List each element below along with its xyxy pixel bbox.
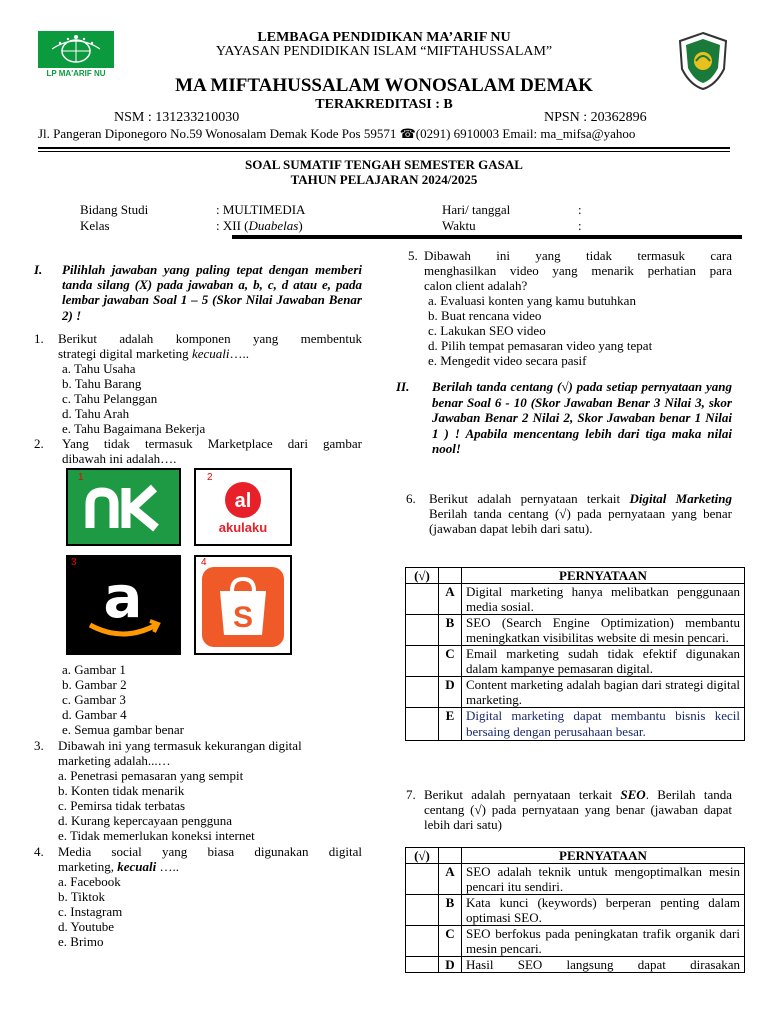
image-4-number: 4: [201, 557, 207, 568]
exam-title: SOAL SUMATIF TENGAH SEMESTER GASAL: [245, 157, 523, 172]
row-statement: SEO adalah teknik untuk mengoptimalkan mesin pencari itu sendiri.: [462, 864, 745, 895]
header-rule-thin: [38, 151, 730, 152]
q3-option-d: d. Kurang kepercayaan pengguna: [58, 813, 232, 828]
q4-text-line1: Media social yang biasa digunakan digital: [58, 844, 362, 859]
check-cell[interactable]: [406, 615, 439, 646]
amazon-logo-icon: [68, 557, 179, 653]
svg-text:al: al: [234, 490, 252, 512]
q3-number: 3.: [34, 738, 44, 753]
row-statement: Content marketing adalah bagian dari strategi digital marketing.: [462, 677, 745, 708]
q6-number: 6.: [406, 491, 416, 506]
org-name: LEMBAGA PENDIDIKAN MA’ARIF NU: [257, 30, 511, 45]
svg-text:S: S: [232, 601, 254, 634]
svg-text:a: a: [103, 563, 143, 631]
q1-option-e: e. Tahu Bagaimana Bekerja: [62, 421, 206, 436]
q3-text-line2: marketing adalah...…: [58, 753, 171, 768]
q4-option-e: e. Brimo: [58, 934, 104, 949]
q3-text-line1: Dibawah ini yang termasuk kekurangan digital: [58, 738, 302, 753]
key-header: [439, 568, 462, 584]
q4-option-a: a. Facebook: [58, 874, 121, 889]
q2-text-line1: Yang tidak termasuk Marketplace dari gambar: [62, 436, 362, 451]
q5-text-line1: Dibawah ini yang tidak termasuk cara: [424, 248, 732, 263]
row-statement: Kata kunci (keywords) berperan penting dalam optimasi SEO.: [462, 895, 745, 926]
q4-text-line2: marketing, kecuali …..: [58, 859, 179, 874]
row-key: C: [439, 926, 462, 957]
table-row: [406, 615, 745, 646]
row-statement: Digital marketing dapat membantu bisnis kecil bersaing dengan perusahaan besar.: [462, 708, 745, 741]
day-label: Hari/ tanggal: [442, 202, 511, 217]
q1-text-line2: strategi digital marketing kecuali…..: [58, 346, 249, 361]
time-label: Waktu: [442, 218, 476, 233]
table-header-row: [406, 848, 745, 864]
accreditation: TERAKREDITASI : B: [315, 97, 453, 112]
check-cell[interactable]: [406, 895, 439, 926]
time-value: :: [578, 218, 582, 233]
q4-option-d: d. Youtube: [58, 919, 114, 934]
q2-number: 2.: [34, 436, 44, 451]
q1-option-b: b. Tahu Barang: [62, 376, 142, 391]
q5-option-a: a. Evaluasi konten yang kamu butuhkan: [428, 293, 636, 308]
table-row: [406, 957, 745, 973]
q4-option-c: c. Instagram: [58, 904, 123, 919]
nsm: NSM : 131233210030: [114, 110, 240, 125]
table-row: [406, 584, 745, 615]
q1-number: 1.: [34, 331, 44, 346]
q2-option-a: a. Gambar 1: [62, 662, 126, 677]
q2-option-e: e. Semua gambar benar: [62, 722, 185, 737]
class-label: Kelas: [80, 218, 110, 233]
q5-text-line2: menghasilkan video yang menarik perhatian para: [424, 263, 732, 278]
q7-table: [405, 847, 745, 973]
q7-number: 7.: [406, 787, 416, 802]
statement-header: PERNYATAAN: [462, 848, 745, 864]
exam-year: TAHUN PELAJARAN 2024/2025: [290, 172, 478, 187]
row-key: A: [439, 584, 462, 615]
q5-option-c: c. Lakukan SEO video: [428, 323, 546, 338]
q4-number: 4.: [34, 844, 44, 859]
image-3-number: 3: [71, 557, 77, 568]
image-2-number: 2: [207, 472, 213, 483]
section1-roman: I.: [34, 262, 43, 277]
q6-table: [405, 567, 745, 741]
table-row: [406, 677, 745, 708]
check-cell[interactable]: [406, 646, 439, 677]
q2-option-b: b. Gambar 2: [62, 677, 127, 692]
q2-text-line2: dibawah ini adalah….: [62, 451, 177, 466]
check-cell[interactable]: [406, 926, 439, 957]
q1-option-c: c. Tahu Pelanggan: [62, 391, 158, 406]
q6-text: Berikut adalah pernyataan terkait Digital Marketing Berilah tanda centang (√) pada pernyataan yang benar (jawaban dapat lebih dari satu).: [429, 491, 732, 537]
image-4-shopee-logo: [194, 555, 292, 655]
check-header: (√): [406, 848, 439, 864]
section1-instruction: Pilihlah jawaban yang paling tepat dengan memberi tanda silang (X) pada jawaban a, b, c, d atau e, pada lembar jawaban Soal 1 – 5 (Skor Nilai Jawaban Benar 2) !: [62, 262, 362, 323]
table-row: [406, 646, 745, 677]
subject-value: : MULTIMEDIA: [216, 202, 306, 217]
table-row: [406, 926, 745, 957]
image-1-number: 1: [78, 472, 84, 483]
q3-option-e: e. Tidak memerlukan koneksi internet: [58, 828, 255, 843]
row-key: C: [439, 646, 462, 677]
q5-option-d: d. Pilih tempat pemasaran video yang tepat: [428, 338, 653, 353]
shopee-logo-icon: [196, 557, 290, 653]
header-rule: [38, 147, 730, 149]
subject-label: Bidang Studi: [80, 202, 149, 217]
info-rule: [232, 235, 742, 239]
npsn: NPSN : 20362896: [544, 110, 647, 125]
q2-option-c: c. Gambar 3: [62, 692, 126, 707]
q1-text-line1: Berikut adalah komponen yang membentuk: [58, 331, 362, 346]
row-statement: Digital marketing hanya melibatkan penggunaan media sosial.: [462, 584, 745, 615]
row-key: E: [439, 708, 462, 741]
statement-header: PERNYATAAN: [462, 568, 745, 584]
akulaku-wordmark: akulaku: [218, 520, 268, 535]
q3-option-c: c. Pemirsa tidak terbatas: [58, 798, 186, 813]
check-cell[interactable]: [406, 957, 439, 973]
class-value: : XII (Duabelas): [216, 218, 303, 233]
table-header-row: [406, 568, 745, 584]
row-key: D: [439, 677, 462, 708]
q1-option-d: d. Tahu Arah: [62, 406, 130, 421]
q5-text-line3: calon client adalah?: [424, 278, 528, 293]
row-key: A: [439, 864, 462, 895]
q4-option-b: b. Tiktok: [58, 889, 105, 904]
address: Jl. Pangeran Diponegoro No.59 Wonosalam Demak Kode Pos 59571 ☎(0291) 6910003 Email: ma_mifsa@yahoo: [38, 126, 636, 141]
table-row: [406, 895, 745, 926]
row-key: D: [439, 957, 462, 973]
q7-text: Berikut adalah pernyataan terkait SEO. Berilah tanda centang (√) pada pernyataan yang benar (jawaban dapat lebih dari satu): [424, 787, 732, 833]
q3-option-b: b. Konten tidak menarik: [58, 783, 185, 798]
check-header: (√): [406, 568, 439, 584]
q2-option-d: d. Gambar 4: [62, 707, 127, 722]
row-statement: Hasil SEO langsung dapat dirasakan: [462, 957, 745, 973]
image-3-amazon-logo: [66, 555, 181, 655]
school-name: MA MIFTAHUSSALAM WONOSALAM DEMAK: [175, 75, 593, 96]
foundation-name: YAYASAN PENDIDIKAN ISLAM “MIFTAHUSSALAM”: [215, 44, 553, 59]
check-cell[interactable]: [406, 708, 439, 741]
nk-logo-icon: [68, 470, 179, 544]
q5-option-b: b. Buat rencana video: [428, 308, 542, 323]
q5-option-e: e. Mengedit video secara pasif: [428, 353, 587, 368]
day-value: :: [578, 202, 582, 217]
row-key: B: [439, 615, 462, 646]
table-row: [406, 708, 745, 741]
key-header: [439, 848, 462, 864]
q5-number: 5.: [408, 248, 418, 263]
check-cell[interactable]: [406, 677, 439, 708]
row-statement: SEO berfokus pada peningkatan trafik organik dari mesin pencari.: [462, 926, 745, 957]
q3-option-a: a. Penetrasi pemasaran yang sempit: [58, 768, 244, 783]
q1-option-a: a. Tahu Usaha: [62, 361, 136, 376]
logo-left-label: LP MA'ARIF NU: [46, 69, 106, 78]
row-statement: Email marketing sudah tidak efektif digunakan dalam kampanye pemasaran digital.: [462, 646, 745, 677]
section2-roman: II.: [396, 379, 410, 394]
check-cell[interactable]: [406, 864, 439, 895]
check-cell[interactable]: [406, 584, 439, 615]
section2-instruction: Berilah tanda centang (√) pada setiap pernyataan yang benar Soal 6 - 10 (Skor Jawaban Benar 3 Nilai 3, skor Jawaban Benar 2 Nilai 2, Skor Jawaban benar 1 Nilai 1 ) ! Apabila mencentang lebih dari tiga maka nilai nool!: [432, 379, 732, 456]
table-row: [406, 864, 745, 895]
row-statement: SEO (Search Engine Optimization) membantu meningkatkan visibilitas website di mesin pencari.: [462, 615, 745, 646]
row-key: B: [439, 895, 462, 926]
